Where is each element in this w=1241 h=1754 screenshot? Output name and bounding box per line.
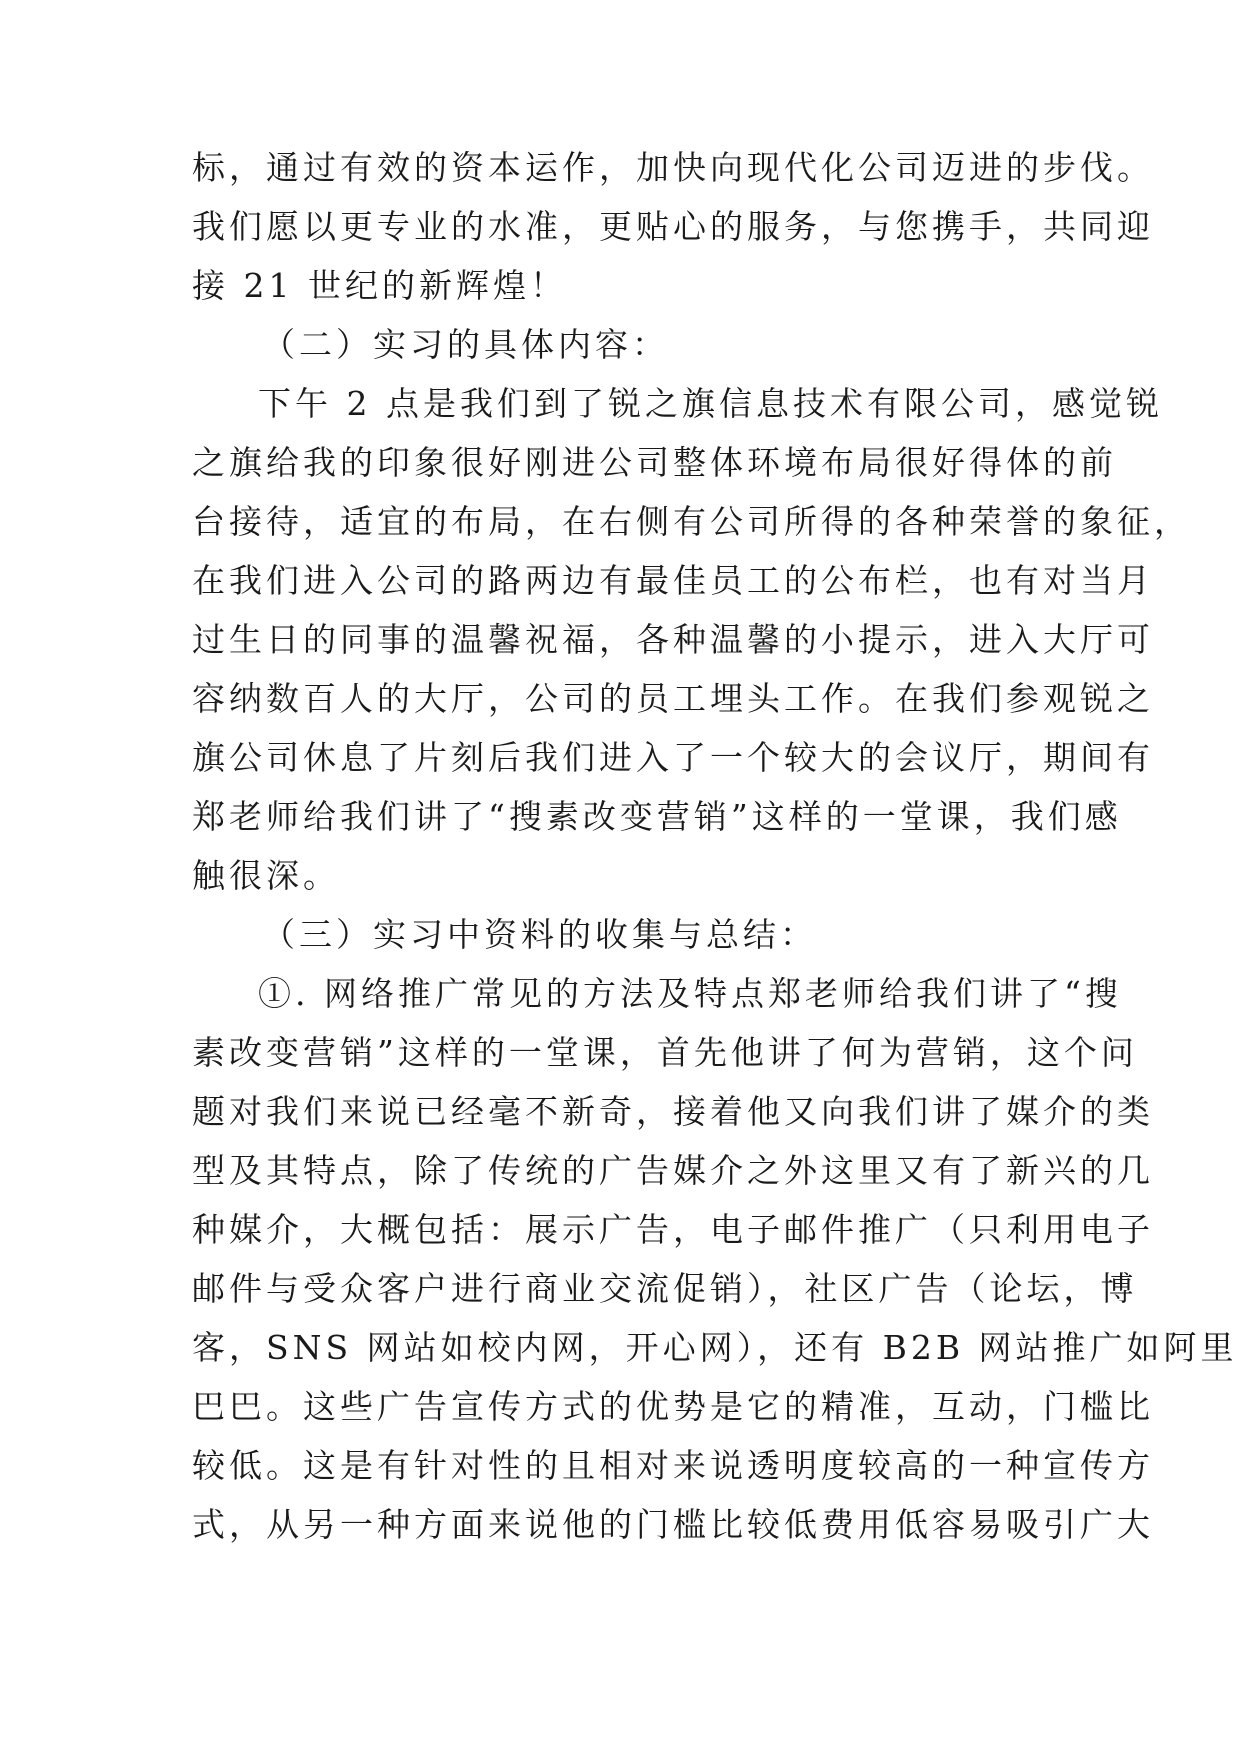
body-text-line: 题对我们来说已经毫不新奇，接着他又向我们讲了媒介的类 [192, 1092, 1154, 1131]
section-heading: （二）实习的具体内容： [262, 325, 669, 364]
body-text-line: 较低。这是有针对性的且相对来说透明度较高的一种宣传方 [192, 1446, 1154, 1485]
body-text-line: 之旗给我的印象很好刚进公司整体环境布局很好得体的前 [192, 443, 1117, 482]
body-text-line: 型及其特点，除了传统的广告媒介之外这里又有了新兴的几 [192, 1151, 1154, 1190]
body-text-line: 种媒介，大概包括：展示广告，电子邮件推广（只利用电子 [192, 1210, 1154, 1249]
body-text-line: 旗公司休息了片刻后我们进入了一个较大的会议厅，期间有 [192, 738, 1154, 777]
body-text-line: 在我们进入公司的路两边有最佳员工的公布栏，也有对当月 [192, 561, 1154, 600]
body-text-line: 巴巴。这些广告宣传方式的优势是它的精准，互动，门槛比 [192, 1387, 1154, 1426]
body-text-line: 过生日的同事的温馨祝福，各种温馨的小提示，进入大厅可 [192, 620, 1154, 659]
body-text-line: 接 21 世纪的新辉煌！ [192, 266, 567, 305]
body-text-line: 标，通过有效的资本运作，加快向现代化公司迈进的步伐。 [192, 148, 1154, 187]
body-text-line: 邮件与受众客户进行商业交流促销），社区广告（论坛，博 [192, 1269, 1138, 1308]
body-text-line: 下午 2 点是我们到了锐之旗信息技术有限公司，感觉锐 [258, 384, 1163, 423]
body-text-line: 台接待，适宜的布局，在右侧有公司所得的各种荣誉的象征， [192, 502, 1191, 541]
body-text-line: 客，SNS 网站如校内网，开心网），还有 B2B 网站推广如阿里 [192, 1328, 1238, 1367]
body-text-line: 郑老师给我们讲了“搜素改变营销”这样的一堂课，我们感 [192, 797, 1122, 836]
body-text-line: 容纳数百人的大厅，公司的员工埋头工作。在我们参观锐之 [192, 679, 1154, 718]
body-text-line: 触很深。 [192, 856, 340, 895]
body-text-line: ①. 网络推广常见的方法及特点郑老师给我们讲了“搜 [258, 974, 1122, 1013]
body-text-line: 素改变营销”这样的一堂课，首先他讲了何为营销，这个问 [192, 1033, 1138, 1072]
body-text-line: 我们愿以更专业的水准，更贴心的服务，与您携手，共同迎 [192, 207, 1154, 246]
body-text-line: 式，从另一种方面来说他的门槛比较低费用低容易吸引广大 [192, 1505, 1154, 1544]
section-heading: （三）实习中资料的收集与总结： [262, 915, 817, 954]
